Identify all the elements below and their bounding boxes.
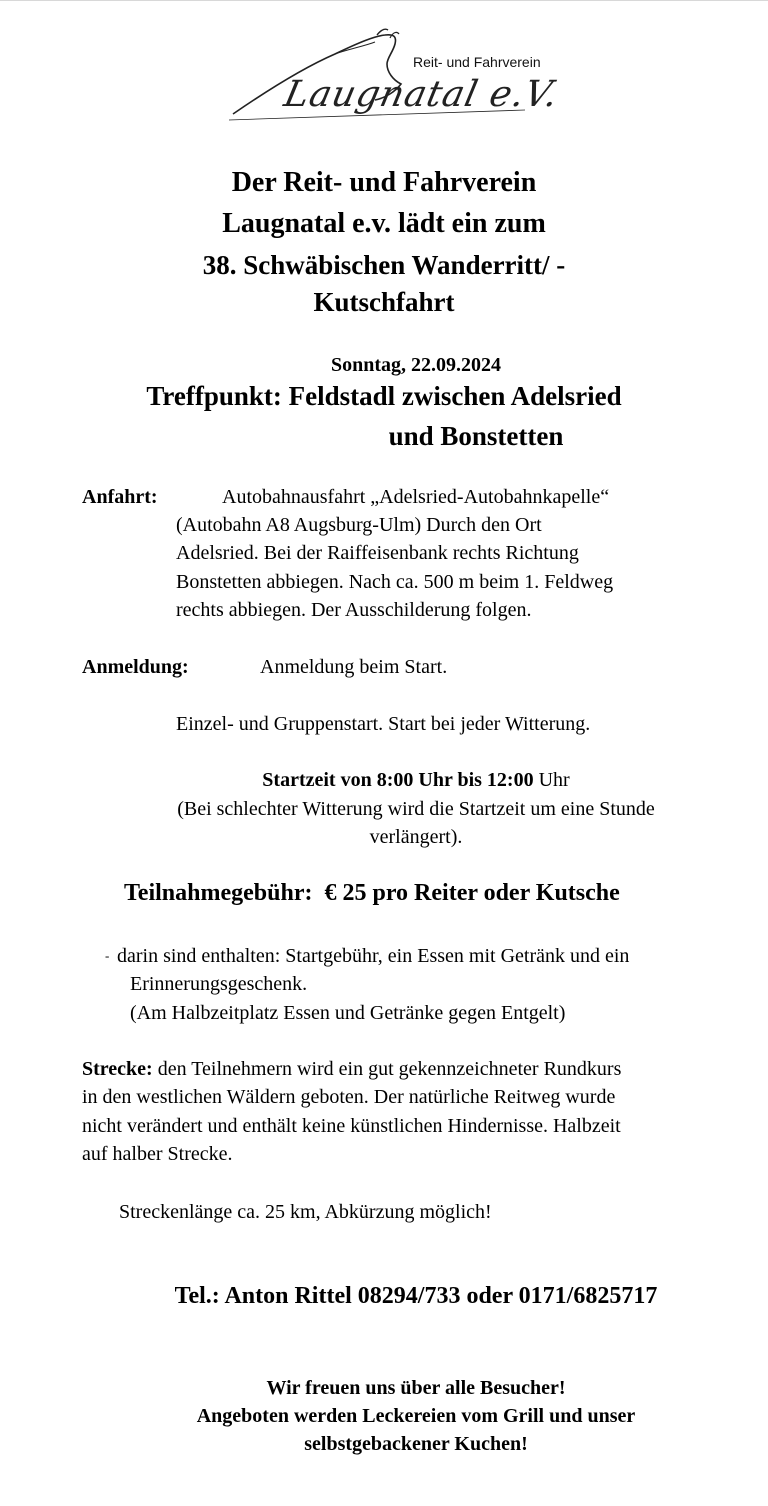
included-line-3: (Am Halbzeitplatz Essen und Getränke gegen Entgelt) bbox=[130, 1002, 566, 1024]
included-bullet: - bbox=[105, 948, 110, 963]
title-line-1: Der Reit- und Fahrverein bbox=[231, 167, 537, 198]
route-line-1 bbox=[82, 1058, 621, 1081]
logo-signature: Laugnatal e.V. bbox=[280, 74, 563, 115]
start-time-unit: Uhr bbox=[533, 769, 570, 791]
included-line-1: darin sind enthalten: Startgebühr, ein Essen mit Getränk und ein bbox=[117, 945, 630, 967]
start-time-bold: Startzeit von 8:00 Uhr bis 12:00 bbox=[262, 769, 534, 791]
club-logo bbox=[225, 22, 565, 137]
fee-value: € 25 pro Reiter oder Kutsche bbox=[324, 880, 620, 906]
title-line-2: Laugnatal e.v. lädt ein zum bbox=[222, 208, 546, 239]
directions-line: rechts abbiegen. Der Ausschilderung folgen. bbox=[176, 599, 532, 621]
directions-line: Autobahnausfahrt „Adelsried-Autobahnkapelle“ bbox=[222, 486, 610, 508]
title-line-4: Kutschfahrt bbox=[313, 287, 455, 317]
closing-line-3: selbstgebackener Kuchen! bbox=[304, 1433, 528, 1455]
closing-line-2: Angeboten werden Leckereien vom Grill und unser bbox=[196, 1405, 636, 1427]
start-mode-text: Einzel- und Gruppenstart. Start bei jeder Witterung. bbox=[176, 713, 591, 735]
registration-text: Anmeldung beim Start. bbox=[260, 656, 448, 678]
route-text: den Teilnehmern wird ein gut gekennzeichneter Rundkurs bbox=[152, 1058, 622, 1080]
directions-line: Bonstetten abbiegen. Nach ca. 500 m beim 1. Feldweg bbox=[176, 571, 614, 593]
route-line-2: in den westlichen Wäldern geboten. Der natürliche Reitweg wurde bbox=[82, 1086, 616, 1108]
fee-line bbox=[124, 880, 620, 907]
meeting-point-line-1: Treffpunkt: Feldstadl zwischen Adelsried bbox=[146, 381, 622, 411]
meeting-point-line-2: und Bonstetten bbox=[388, 421, 564, 451]
top-divider bbox=[0, 0, 768, 1]
directions-label: Anfahrt: bbox=[82, 486, 158, 508]
start-time bbox=[32, 769, 768, 792]
directions-line: Adelsried. Bei der Raiffeisenbank rechts Richtung bbox=[176, 542, 579, 564]
registration-label: Anmeldung: bbox=[82, 656, 189, 678]
closing-line-1: Wir freuen uns über alle Besucher! bbox=[266, 1377, 566, 1399]
title-line-3: 38. Schwäbischen Wanderritt/ - bbox=[202, 250, 566, 280]
event-date: Sonntag, 22.09.2024 bbox=[330, 354, 502, 376]
route-line-3: nicht verändert und enthält keine künstlichen Hindernisse. Halbzeit bbox=[82, 1115, 621, 1137]
start-time-note-line-1: (Bei schlechter Witterung wird die Startzeit um eine Stunde bbox=[177, 798, 655, 820]
route-line-4: auf halber Strecke. bbox=[82, 1143, 233, 1165]
directions-line: (Autobahn A8 Augsburg-Ulm) Durch den Ort bbox=[176, 514, 542, 536]
route-length: Streckenlänge ca. 25 km, Abkürzung möglich! bbox=[119, 1201, 492, 1223]
contact-phone: Tel.: Anton Rittel 08294/733 oder 0171/6825717 bbox=[174, 1283, 658, 1309]
included-line-2: Erinnerungsgeschenk. bbox=[130, 973, 308, 995]
route-label: Strecke: bbox=[82, 1058, 153, 1080]
start-time-note-line-2: verlängert). bbox=[369, 826, 463, 848]
logo-club-name: Reit- und Fahrverein bbox=[413, 54, 541, 70]
fee-label: Teilnahmegebühr: bbox=[124, 880, 313, 906]
